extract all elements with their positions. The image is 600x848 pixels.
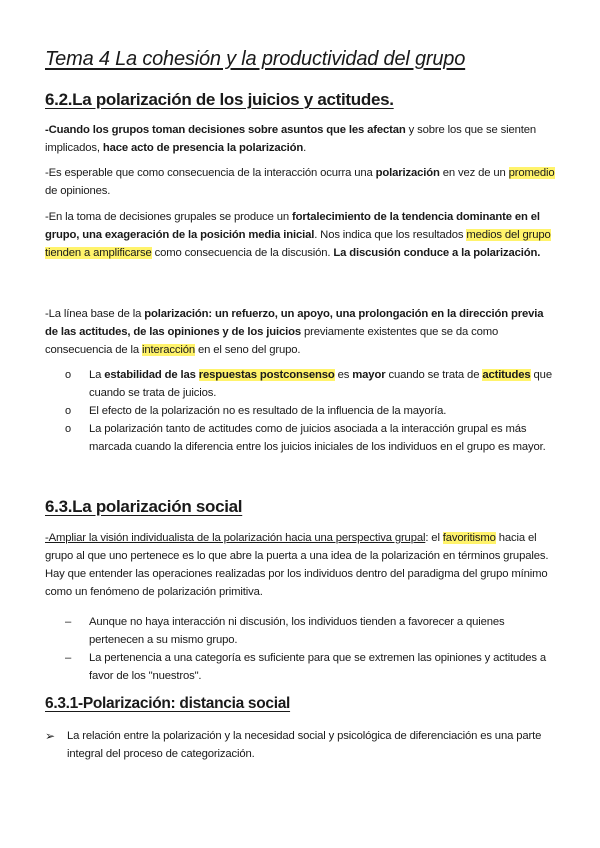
text-bold: -Cuando los grupos toman decisiones sobre asuntos que les afectan — [45, 124, 406, 136]
text: cuando se trata de — [385, 369, 483, 381]
text: -En la toma de decisiones grupales se produce un — [45, 211, 292, 223]
text: como consecuencia de la discusión. — [151, 247, 334, 259]
bullet-marker: o — [65, 405, 71, 417]
text: en vez de un — [439, 167, 509, 179]
text-bold-highlight: respuestas postconsenso — [198, 369, 335, 381]
arrow-bullet-icon: ➢ — [45, 729, 55, 743]
text-bold: estabilidad de las — [104, 369, 199, 381]
text-bold-highlight: actitudes — [482, 369, 531, 381]
paragraph-6-3-1 — [45, 529, 555, 601]
dash-marker: – — [65, 616, 72, 628]
text-bold: La discusión conduce a la polarización. — [333, 247, 541, 259]
heading-6-3-1: 6.3.1-Polarización: distancia social — [45, 695, 291, 712]
paragraph-6-2-2 — [45, 164, 555, 200]
list-item — [45, 727, 555, 763]
text-underlined: -Ampliar la visión individualista de la polarización hacia una perspectiva grupal — [45, 532, 426, 544]
text: El efecto de la polarización no es resultado de la influencia de la mayoría. — [89, 405, 447, 417]
text: de opiniones. — [45, 185, 111, 197]
list-item — [45, 402, 555, 420]
paragraph-6-2-4 — [45, 305, 555, 359]
text: Aunque no haya interacción ni discusión, los individuos tienden a favorecer a quienes pertenecen a su mismo grupo. — [89, 616, 505, 646]
dash-list-6-3 — [45, 613, 555, 685]
text-highlight: promedio — [508, 167, 555, 179]
text: La — [89, 369, 105, 381]
text-bold: mayor — [352, 369, 386, 381]
text: . — [303, 142, 307, 154]
text: que cuando se trata de juicios. — [89, 369, 552, 399]
text: La pertenencia a una categoría es suficiente para que se extremen las opiniones y actitudes a favor de los "nuestros". — [89, 652, 547, 682]
arrow-list-6-3-1 — [45, 727, 555, 763]
heading-6-3: 6.3.La polarización social — [45, 497, 243, 516]
text: hacia el grupo al que uno pertenece es lo que abre la puerta a una idea de la polarización en términos grupales. Hay que entender las operaciones realizadas por los individuos dentro del paradigma del grupo mínimo como un fenómeno de polarización primitiva. — [45, 532, 549, 598]
paragraph-6-2-1 — [45, 121, 555, 157]
list-item — [45, 649, 555, 685]
text-bold: hace acto de presencia la polarización — [102, 142, 304, 154]
text: : el — [425, 532, 443, 544]
list-item — [45, 420, 555, 456]
text-highlight: favoritismo — [442, 532, 496, 544]
document-title: Tema 4 La cohesión y la productividad del grupo — [45, 48, 466, 70]
text: es — [334, 369, 353, 381]
text: y sobre los que se sienten implicados, — [45, 124, 536, 154]
text-highlight: interacción — [142, 344, 195, 356]
list-item — [45, 613, 555, 649]
text-bold: polarización: un refuerzo, un apoyo, una prolongación en la dirección previa de las actitudes, de las opiniones y de los juicios — [45, 308, 544, 338]
text: -La línea base de la — [45, 308, 145, 320]
text-bold: polarización — [375, 167, 440, 179]
heading-6-2: 6.2.La polarización de los juicios y actitudes. — [45, 90, 394, 109]
list-item — [45, 366, 555, 402]
dash-marker: – — [65, 652, 72, 664]
text: -Es esperable que como consecuencia de la interacción ocurra una — [45, 167, 376, 179]
text-bold: fortalecimiento de la tendencia dominante en el grupo, una exageración de la posición media inicial — [45, 211, 540, 241]
text: previamente existentes que se da como consecuencia de la — [45, 326, 499, 356]
bullet-marker: o — [65, 369, 71, 381]
text: La relación entre la polarización y la necesidad social y psicológica de diferenciación es una parte integral del proceso de categorización. — [67, 730, 542, 760]
text: La polarización tanto de actitudes como de juicios asociada a la interacción grupal es más marcada cuando la diferencia entre los juicios iniciales de los individuos en el grupo es mayor. — [89, 423, 546, 453]
text-highlight: medios del grupo tienden a amplificarse — [45, 229, 551, 259]
text: . Nos indica que los resultados — [314, 229, 467, 241]
text: en el seno del grupo. — [195, 344, 301, 356]
paragraph-6-2-3 — [45, 208, 555, 262]
bullet-list-6-2 — [45, 366, 555, 456]
bullet-marker: o — [65, 423, 71, 435]
